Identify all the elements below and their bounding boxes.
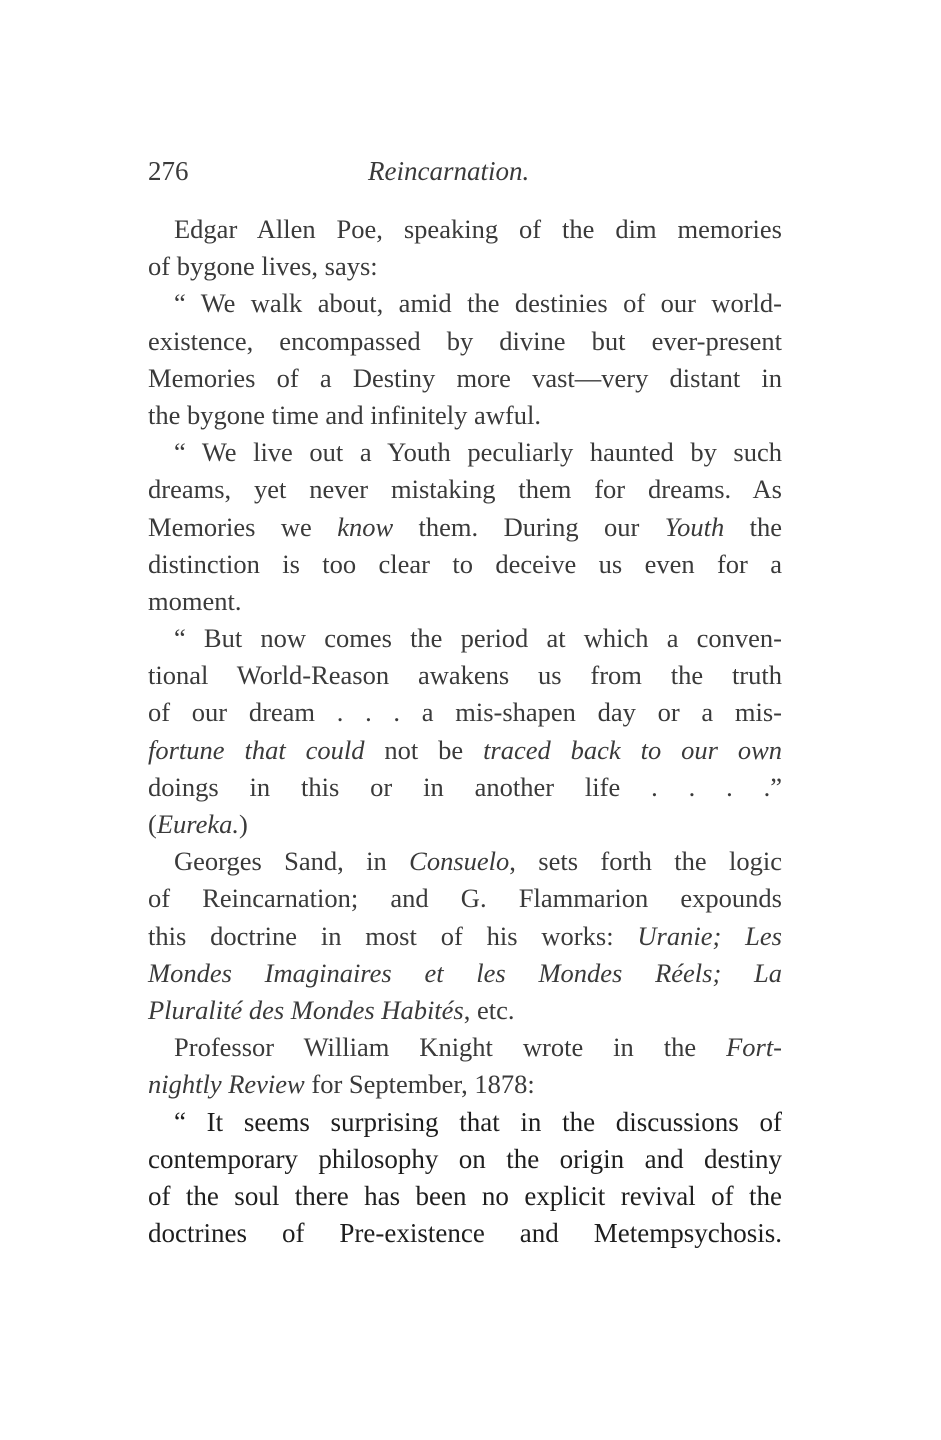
text-line (148, 509, 782, 546)
text-line (148, 1215, 782, 1252)
text-segment: Georges Sand, in (174, 846, 410, 877)
italic-text: nightly Review (148, 1069, 305, 1100)
text-segment: Professor William Knight wrote in the (174, 1032, 727, 1063)
text-line (148, 769, 782, 806)
text-line (148, 1066, 782, 1103)
page-body-text (148, 211, 782, 1252)
italic-text: Consuelo (409, 846, 510, 877)
text-segment: ) (239, 809, 248, 839)
text-line (148, 732, 782, 769)
text-segment: contemporary philosophy on the origin and destiny (148, 1143, 782, 1174)
text-segment: “ We walk about, amid the destinies of our world- (174, 288, 782, 319)
italic-text: traced back to our own (483, 734, 783, 765)
text-line (148, 918, 782, 955)
text-segment: of the soul there has been no explicit revival of the (148, 1180, 782, 1211)
text-segment: doings in this or in another life . . . .” (148, 771, 782, 802)
text-line (148, 434, 782, 471)
text-segment: tional World-Reason awakens us from the truth (148, 660, 782, 691)
text-segment: this doctrine in most of his works: (148, 920, 638, 951)
text-segment: them. During our (393, 511, 665, 542)
text-segment: “ We live out a Youth peculiarly haunted by such (174, 437, 782, 468)
text-line (148, 546, 782, 583)
text-segment: “ But now comes the period at which a conven- (174, 623, 782, 654)
text-line (148, 657, 782, 694)
text-line (148, 620, 782, 657)
text-line (148, 285, 782, 322)
text-segment: the (724, 511, 783, 542)
italic-text: fortune that could (148, 734, 365, 765)
italic-text: Uranie; Les (637, 920, 782, 951)
text-line (148, 843, 782, 880)
text-segment: distinction is too clear to deceive us even for a (148, 548, 782, 579)
text-line (148, 211, 782, 248)
text-segment: Memories we (148, 511, 338, 542)
text-segment: “ It seems surprising that in the discussions of (174, 1106, 782, 1137)
text-line (148, 1178, 782, 1215)
text-line (148, 880, 782, 917)
italic-text: Pluralité des Mondes Habités (148, 994, 464, 1025)
text-line (148, 471, 782, 508)
italic-text: Mondes Imaginaires et les Mondes Réels; La (148, 957, 782, 988)
text-line (148, 992, 782, 1029)
text-line (148, 248, 782, 285)
text-line (148, 1029, 782, 1066)
running-header (148, 156, 782, 192)
text-line (148, 583, 782, 620)
text-segment: dreams, yet never mistaking them for dreams. As (148, 474, 782, 505)
text-line (148, 360, 782, 397)
text-line (148, 323, 782, 360)
running-title: Reincarnation. (368, 156, 530, 186)
text-line (148, 694, 782, 731)
text-segment: of Reincarnation; and G. Flammarion expounds (148, 883, 782, 914)
italic-text: Eureka. (156, 809, 239, 839)
italic-text: Youth (664, 511, 725, 542)
text-segment: for September, 1878: (304, 1069, 535, 1100)
page-number: 276 (148, 156, 189, 186)
text-segment: Memories of a Destiny more vast—very distant in (148, 362, 782, 393)
text-line (148, 397, 782, 434)
text-segment: ( (148, 809, 157, 839)
text-line (148, 1104, 782, 1141)
text-segment: , sets forth the logic (509, 846, 782, 877)
text-line (148, 1141, 782, 1178)
italic-text: know (337, 511, 394, 542)
text-segment: moment. (148, 585, 242, 616)
text-line (148, 806, 782, 843)
text-segment: doctrines of Pre-existence and Metempsychosis. (148, 1218, 782, 1249)
text-line (148, 955, 782, 992)
text-segment: , etc. (463, 994, 515, 1025)
text-segment: Edgar Allen Poe, speaking of the dim memories (174, 214, 782, 244)
italic-text: Fort- (726, 1032, 782, 1063)
text-segment: of our dream . . . a mis-shapen day or a mis- (148, 697, 782, 728)
text-segment: existence, encompassed by divine but ever-present (148, 325, 782, 356)
text-segment: not be (364, 734, 484, 765)
text-segment: of bygone lives, says: (148, 251, 378, 282)
text-segment: the bygone time and infinitely awful. (148, 399, 541, 430)
